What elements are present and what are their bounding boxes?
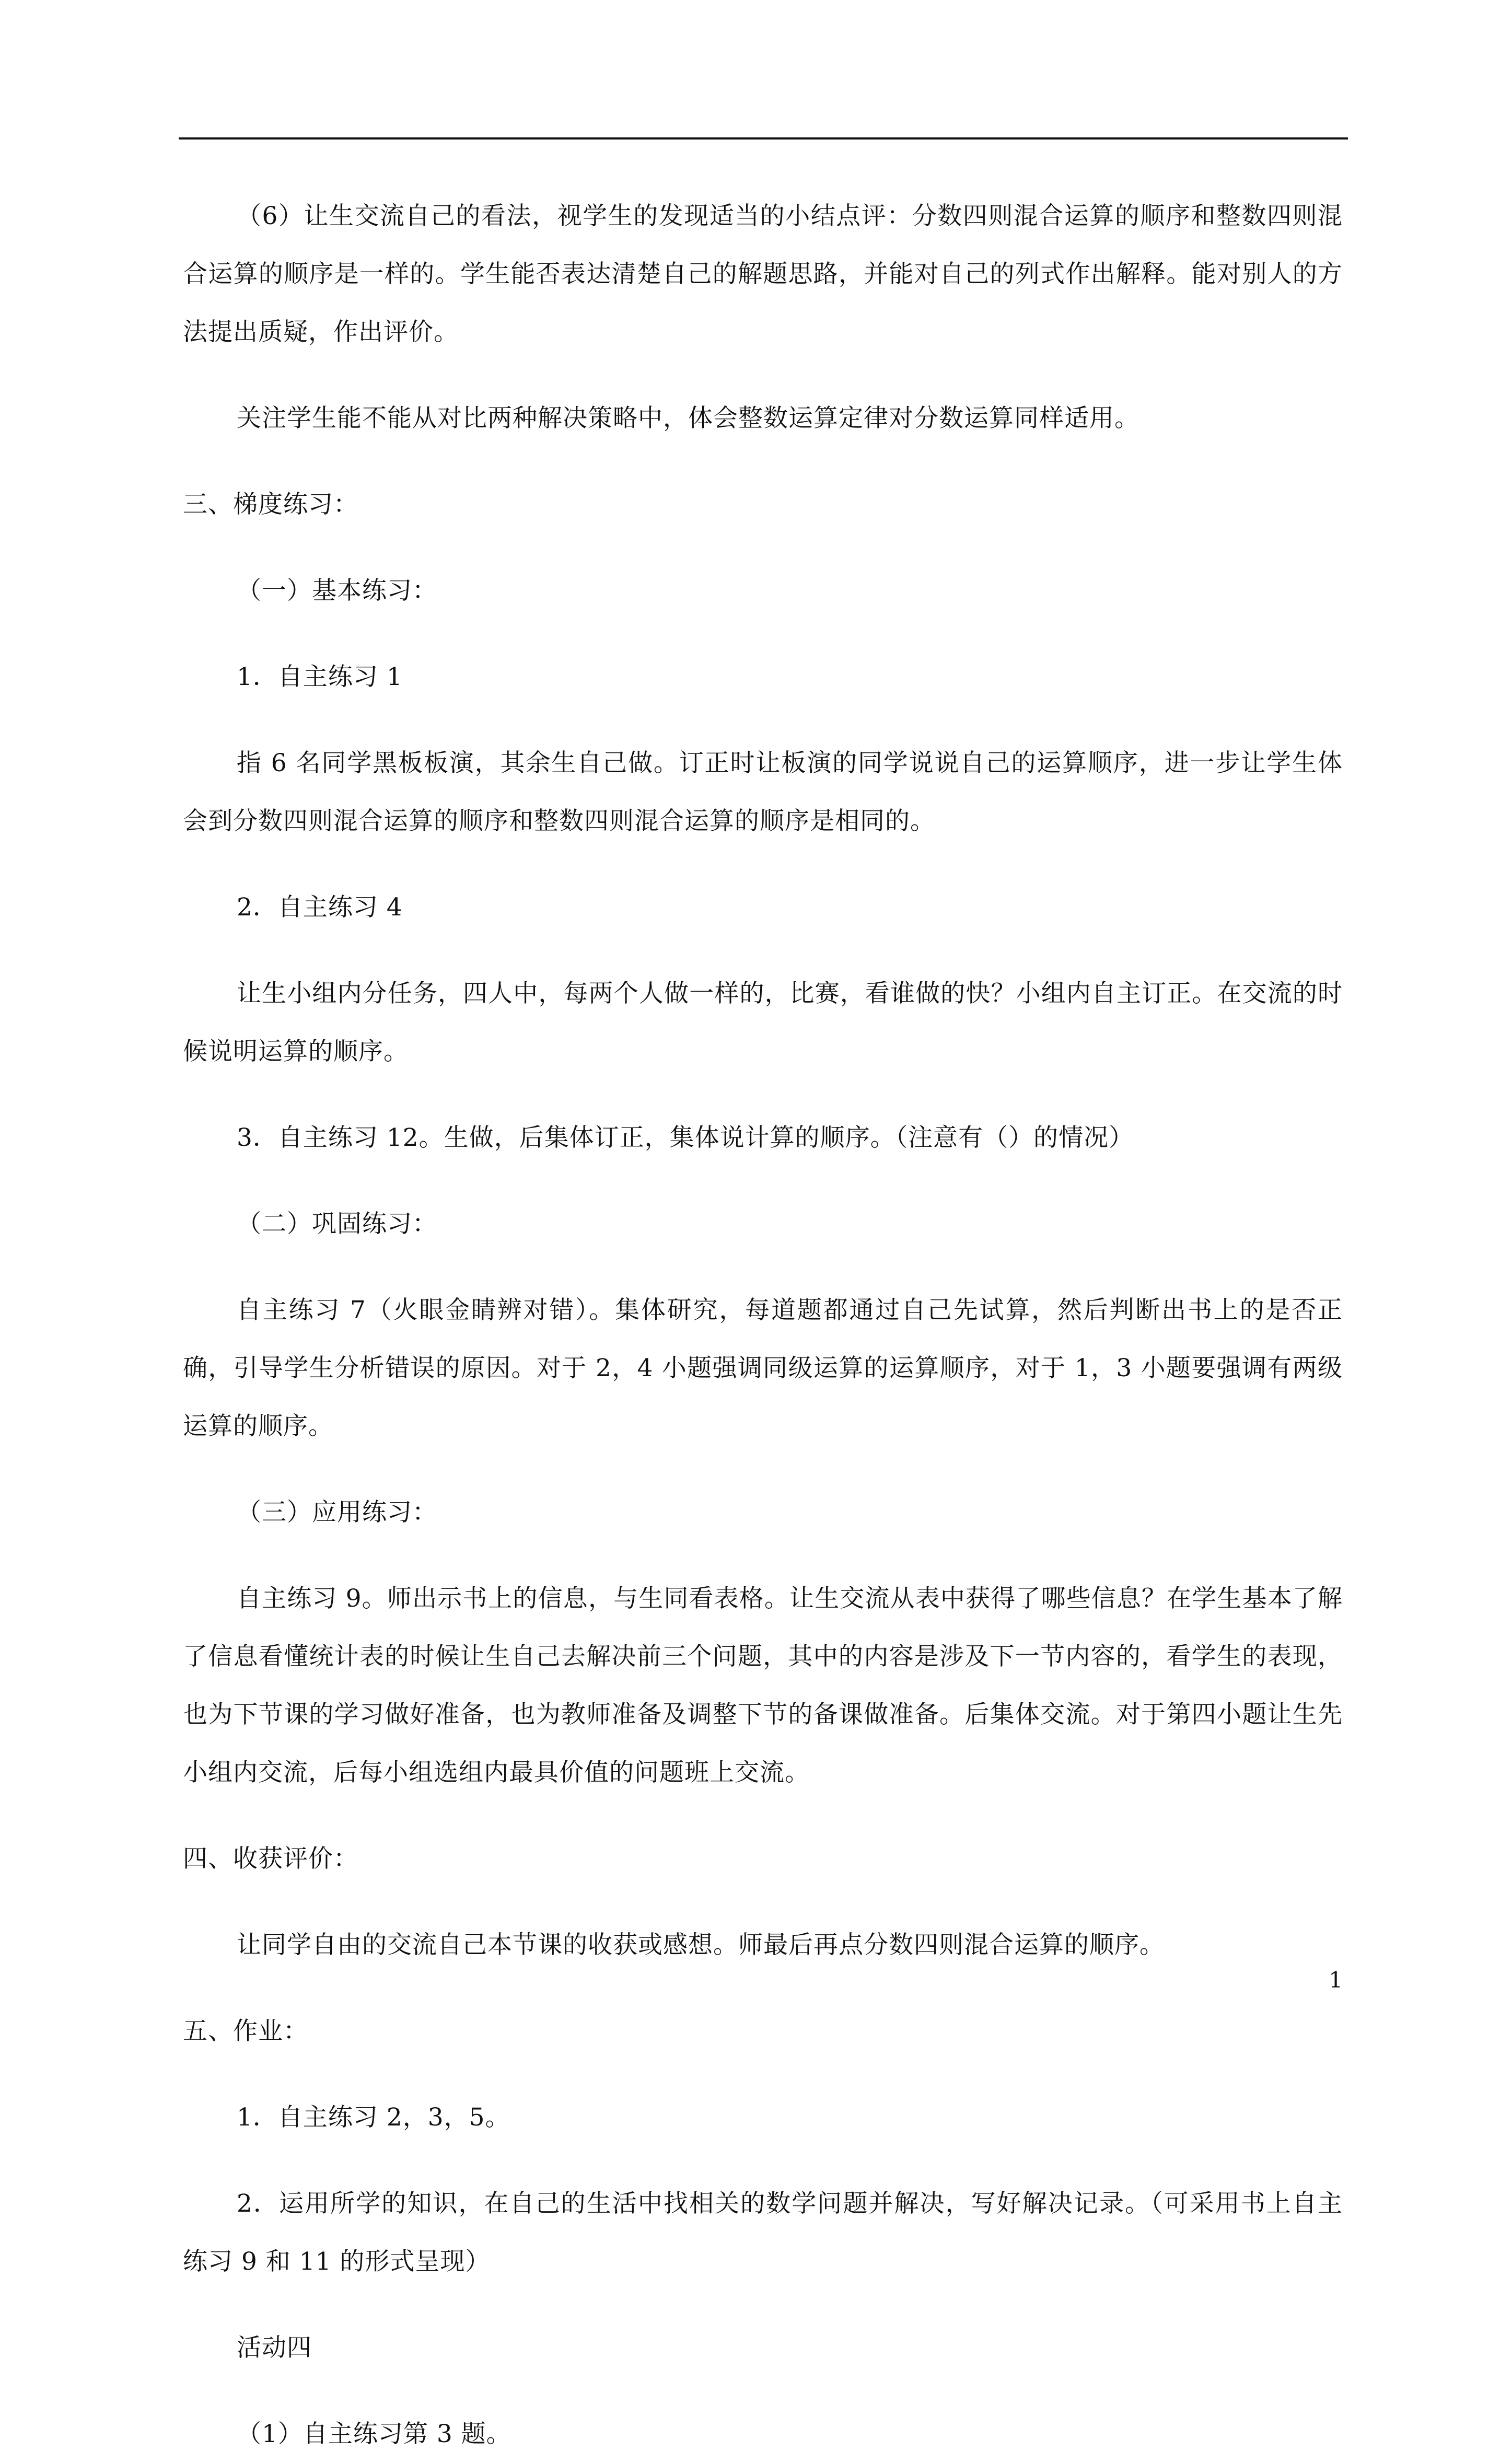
paragraph: 让生小组内分任务，四人中，每两个人做一样的，比赛，看谁做的快？小组内自主订正。在交流的时候说明运算的顺序。 [183, 979, 1343, 1066]
document-body [183, 187, 1343, 2463]
exercise-item: （1）自主练习第 3 题。 [237, 2420, 511, 2448]
subsection-heading: （三）应用练习： [237, 1498, 437, 1527]
paragraph: （6）让生交流自己的看法，视学生的发现适当的小结点评：分数四则混合运算的顺序和整数四则混合运算的顺序是一样的。学生能否表达清楚自己的解题思路，并能对自己的列式作出解释。能对别人的方法提出质疑，作出评价。 [183, 202, 1343, 346]
subsection-heading: （一）基本练习： [237, 576, 437, 605]
exercise-item: 3．自主练习 12。生做，后集体订正，集体说计算的顺序。（注意有（）的情况） [237, 1123, 1134, 1152]
page-number: 1 [1329, 1967, 1343, 1993]
section-heading: 三、梯度练习： [183, 490, 358, 519]
subsection-heading: （二）巩固练习： [237, 1210, 437, 1238]
paragraph: 让同学自由的交流自己本节课的收获或感想。师最后再点分数四则混合运算的顺序。 [237, 1931, 1165, 1959]
paragraph: 指 6 名同学黑板板演，其余生自己做。订正时让板演的同学说说自己的运算顺序，进一步让学生体会到分数四则混合运算的顺序和整数四则混合运算的顺序是相同的。 [183, 749, 1343, 835]
exercise-item: 2．运用所学的知识，在自己的生活中找相关的数学问题并解决，写好解决记录。（可采用书上自主练习 9 和 11 的形式呈现） [183, 2189, 1343, 2276]
subsection-heading: 活动四 [237, 2333, 312, 2362]
exercise-item: 2．自主练习 4 [237, 893, 403, 922]
section-heading: 五、作业： [183, 2017, 308, 2046]
paragraph: 自主练习 9。师出示书上的信息，与生同看表格。让生交流从表中获得了哪些信息？在学生基本了解了信息看懂统计表的时候让生自己去解决前三个问题，其中的内容是涉及下一节内容的，看学生的表现，也为下节课的学习做好准备，也为教师准备及调整下节的备课做准备。后集体交流。对于第四小题让生先小组内交流，后每小组选组内最具价值的问题班上交流。 [183, 1584, 1343, 1787]
exercise-item: 1．自主练习 1 [237, 663, 403, 691]
header-rule [179, 137, 1348, 140]
paragraph: 自主练习 7（火眼金睛辨对错）。集体研究，每道题都通过自己先试算，然后判断出书上的是否正确，引导学生分析错误的原因。对于 2，4 小题强调同级运算的运算顺序，对于 1，3 小题要强调有两级运算的顺序。 [183, 1296, 1343, 1440]
exercise-item: 1．自主练习 2，3，5。 [237, 2103, 510, 2132]
paragraph: 关注学生能不能从对比两种解决策略中，体会整数运算定律对分数运算同样适用。 [237, 404, 1139, 433]
section-heading: 四、收获评价： [183, 1844, 358, 1873]
